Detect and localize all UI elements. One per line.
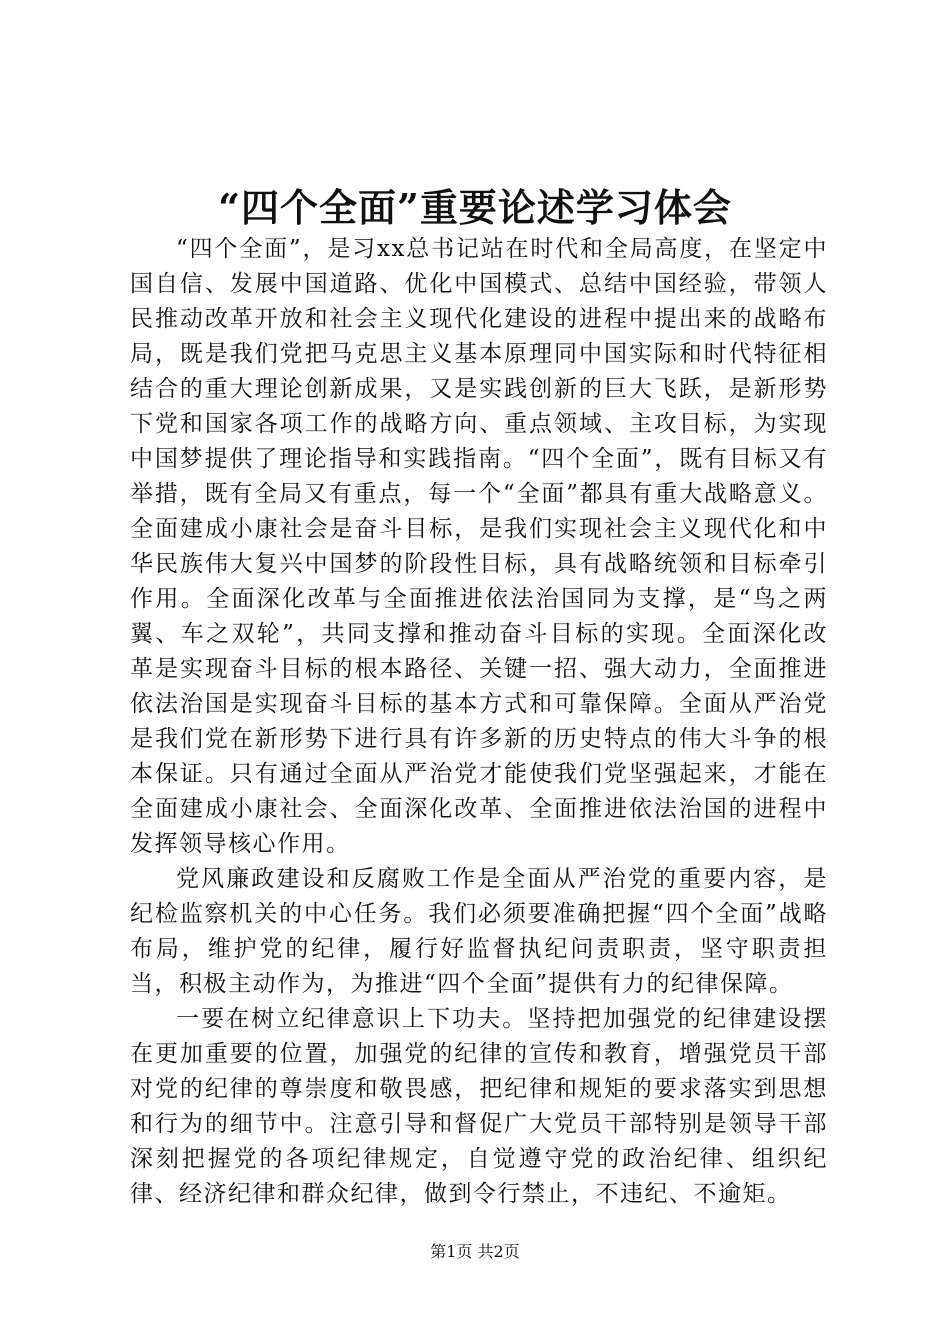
document-body (130, 232, 828, 1212)
document-title: “四个全面”重要论述学习体会 (218, 185, 732, 230)
paragraph-1: “四个全面”，是习xx总书记站在时代和全局高度，在坚定中国自信、发展中国道路、优化中国模式、总结中国经验，带领人民推动改革开放和社会主义现代化建设的进程中提出来的战略布局，既是我们党把马克思主义基本原理同中国实际和时代特征相结合的重大理论创新成果，又是实践创新的巨大飞跃，是新形势下党和国家各项工作的战略方向、重点领域、主攻目标，为实现中国梦提供了理论指导和实践指南。“四个全面”，既有目标又有举措，既有全局又有重点，每一个“全面”都具有重大战略意义。全面建成小康社会是奋斗目标，是我们实现社会主义现代化和中华民族伟大复兴中国梦的阶段性目标，具有战略统领和目标牵引作用。全面深化改革与全面推进依法治国同为支撑，是“鸟之两翼、车之双轮”，共同支撑和推动奋斗目标的实现。全面深化改革是实现奋斗目标的根本路径、关键一招、强大动力，全面推进依法治国是实现奋斗目标的基本方式和可靠保障。全面从严治党是我们党在新形势下进行具有许多新的历史特点的伟大斗争的根本保证。只有通过全面从严治党才能使我们党坚强起来，才能在全面建成小康社会、全面深化改革、全面推进依法治国的进程中发挥领导核心作用。 (130, 236, 828, 857)
paragraph-2: 党风廉政建设和反腐败工作是全面从严治党的重要内容，是纪检监察机关的中心任务。我们必须要准确把握“四个全面”战略布局，维护党的纪律，履行好监督执纪问责职责，坚守职责担当，积极主动作为，为推进“四个全面”提供有力的纪律保障。 (130, 866, 828, 997)
paragraph-3: 一要在树立纪律意识上下功夫。坚持把加强党的纪律建设摆在更加重要的位置，加强党的纪律的宣传和教育，增强党员干部对党的纪律的尊崇度和敬畏感，把纪律和规矩的要求落实到思想和行为的细节中。注意引导和督促广大党员干部特别是领导干部深刻把握党的各项纪律规定，自觉遵守党的政治纪律、组织纪律、经济纪律和群众纪律，做到令行禁止，不违纪、不逾矩。 (130, 1006, 828, 1207)
page-number-footer: 第1页 共2页 (430, 1242, 520, 1261)
